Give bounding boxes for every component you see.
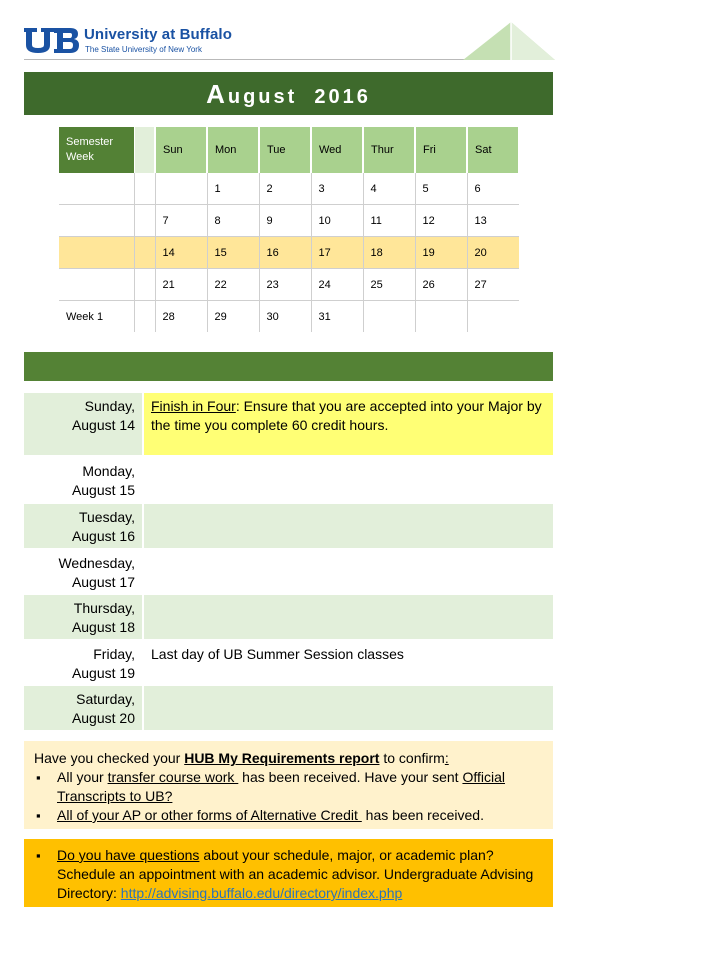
official-transcripts-link[interactable]: Official Transcripts to UB? [57,769,505,804]
daily-row-aug-16 [24,504,553,548]
day-label: Thursday, August 18 [24,595,142,639]
calendar-day-cell: 19 [415,237,467,269]
weekday-header: Sun [155,127,207,173]
calendar-week-row-highlighted [59,237,519,269]
semester-week-cell [59,237,135,269]
requirements-list [34,768,543,825]
calendar-day-cell: 12 [415,205,467,237]
calendar-day-cell: 17 [311,237,363,269]
corner-triangle-decoration [463,20,555,60]
calendar-day-cell: 20 [467,237,519,269]
weekday-header: Thur [363,127,415,173]
calendar-day-cell: 5 [415,173,467,205]
advising-directory-link[interactable]: http://advising.buffalo.edu/directory/index.php [120,885,403,901]
alternative-credit-link[interactable]: All of your AP or other forms of Alternative Credit [57,807,362,823]
day-label: Sunday, August 14 [24,393,142,455]
weekday-header: Sat [467,127,519,173]
finish-in-four-link[interactable]: Finish in Four [151,398,236,414]
day-label: Friday, August 19 [71,646,135,681]
calendar-day-cell: 15 [207,237,259,269]
weekday-header: Mon [207,127,259,173]
calendar-week-row [59,205,519,237]
calendar-day-cell: 23 [259,269,311,301]
calendar-day-cell: 13 [467,205,519,237]
calendar-week-row [59,173,519,205]
daily-row-aug-15 [24,458,553,501]
calendar-day-cell: 26 [415,269,467,301]
day-note [142,458,553,501]
daily-row-aug-17 [24,550,553,593]
day-label: Tuesday, August 16 [24,504,142,548]
semester-week-cell [59,269,135,301]
org-subtitle: The State University of New York [85,45,202,54]
daily-row-aug-20 [24,686,553,730]
day-label: Monday, August 15 [71,463,135,498]
calendar-day-cell: 22 [207,269,259,301]
semester-week-header: Semester Week [59,127,135,173]
calendar-day-cell: 10 [311,205,363,237]
calendar-day-cell: 24 [311,269,363,301]
calendar-day-cell: 11 [363,205,415,237]
day-note: Last day of UB Summer Session classes [142,641,553,684]
daily-row-aug-19 [24,641,553,684]
calendar-day-cell [363,301,415,333]
day-note [142,550,553,593]
calendar-spacer-cell [135,301,156,333]
advising-list-item: ▪ Do you have questions about your schedule, major, or academic plan? Schedule an appointment with an academic advisor. Undergraduate Advising Directory: http://advising.buffalo.edu/directory/index.php [34,846,543,903]
calendar-day-cell: 8 [207,205,259,237]
calendar-spacer-cell [135,127,156,173]
daily-row-aug-18 [24,595,553,639]
calendar-day-cell: 18 [363,237,415,269]
advising-list [34,846,543,903]
calendar-week-row [59,269,519,301]
day-note: Finish in Four: Ensure that you are accepted into your Major by the time you complete 60 credit hours. [142,393,553,455]
calendar-day-cell: 3 [311,173,363,205]
day-label: Wednesday, August 17 [58,555,135,590]
day-note [142,686,553,730]
month-title-initial: A [206,79,228,109]
calendar-spacer-cell [135,173,156,205]
day-note [142,504,553,548]
day-label: Saturday, August 20 [24,686,142,730]
calendar-day-cell: 14 [155,237,207,269]
requirements-intro: Have you checked your HUB My Requirements report to confirm: [34,750,449,766]
requirements-list-item: ▪ All your transfer course work has been received. Have your sent Official Transcripts to UB? [34,768,543,806]
calendar-day-cell: 16 [259,237,311,269]
weekday-header: Tue [259,127,311,173]
daily-row-aug-14 [24,393,553,455]
semester-week-cell [59,205,135,237]
calendar-week-row [59,301,519,333]
calendar-spacer-cell [135,205,156,237]
calendar-day-cell: 21 [155,269,207,301]
calendar-day-cell [155,173,207,205]
section-divider-bar [24,352,553,381]
weekday-header: Wed [311,127,363,173]
calendar-day-cell [415,301,467,333]
calendar-day-cell: 9 [259,205,311,237]
requirements-list-item: ▪ All of your AP or other forms of Alternative Credit has been received. [34,806,543,825]
calendar-day-cell: 30 [259,301,311,333]
transfer-course-work-link[interactable]: transfer course work [107,769,239,785]
calendar-day-cell: 2 [259,173,311,205]
calendar-spacer-cell [135,269,156,301]
month-title-rest: ugust 2016 [227,86,371,108]
weekday-header: Fri [415,127,467,173]
semester-week-cell [59,173,135,205]
calendar-day-cell: 31 [311,301,363,333]
calendar-day-cell: 7 [155,205,207,237]
questions-link[interactable]: Do you have questions [57,847,200,863]
calendar-day-cell: 28 [155,301,207,333]
month-title [24,72,553,115]
hub-requirements-link[interactable]: HUB My Requirements report [184,750,380,766]
month-calendar [59,127,520,332]
semester-week-cell: Week 1 [59,301,135,333]
calendar-day-cell [467,301,519,333]
calendar-header-row [59,127,519,173]
requirements-reminder [24,741,553,829]
calendar-day-cell: 1 [207,173,259,205]
calendar-day-cell: 4 [363,173,415,205]
day-note [142,595,553,639]
org-name: University at Buffalo [84,26,232,43]
calendar-day-cell: 29 [207,301,259,333]
calendar-day-cell: 25 [363,269,415,301]
calendar-day-cell: 6 [467,173,519,205]
advising-reminder [24,839,553,907]
ub-logo-icon [24,25,80,57]
calendar-spacer-cell [135,237,156,269]
calendar-day-cell: 27 [467,269,519,301]
